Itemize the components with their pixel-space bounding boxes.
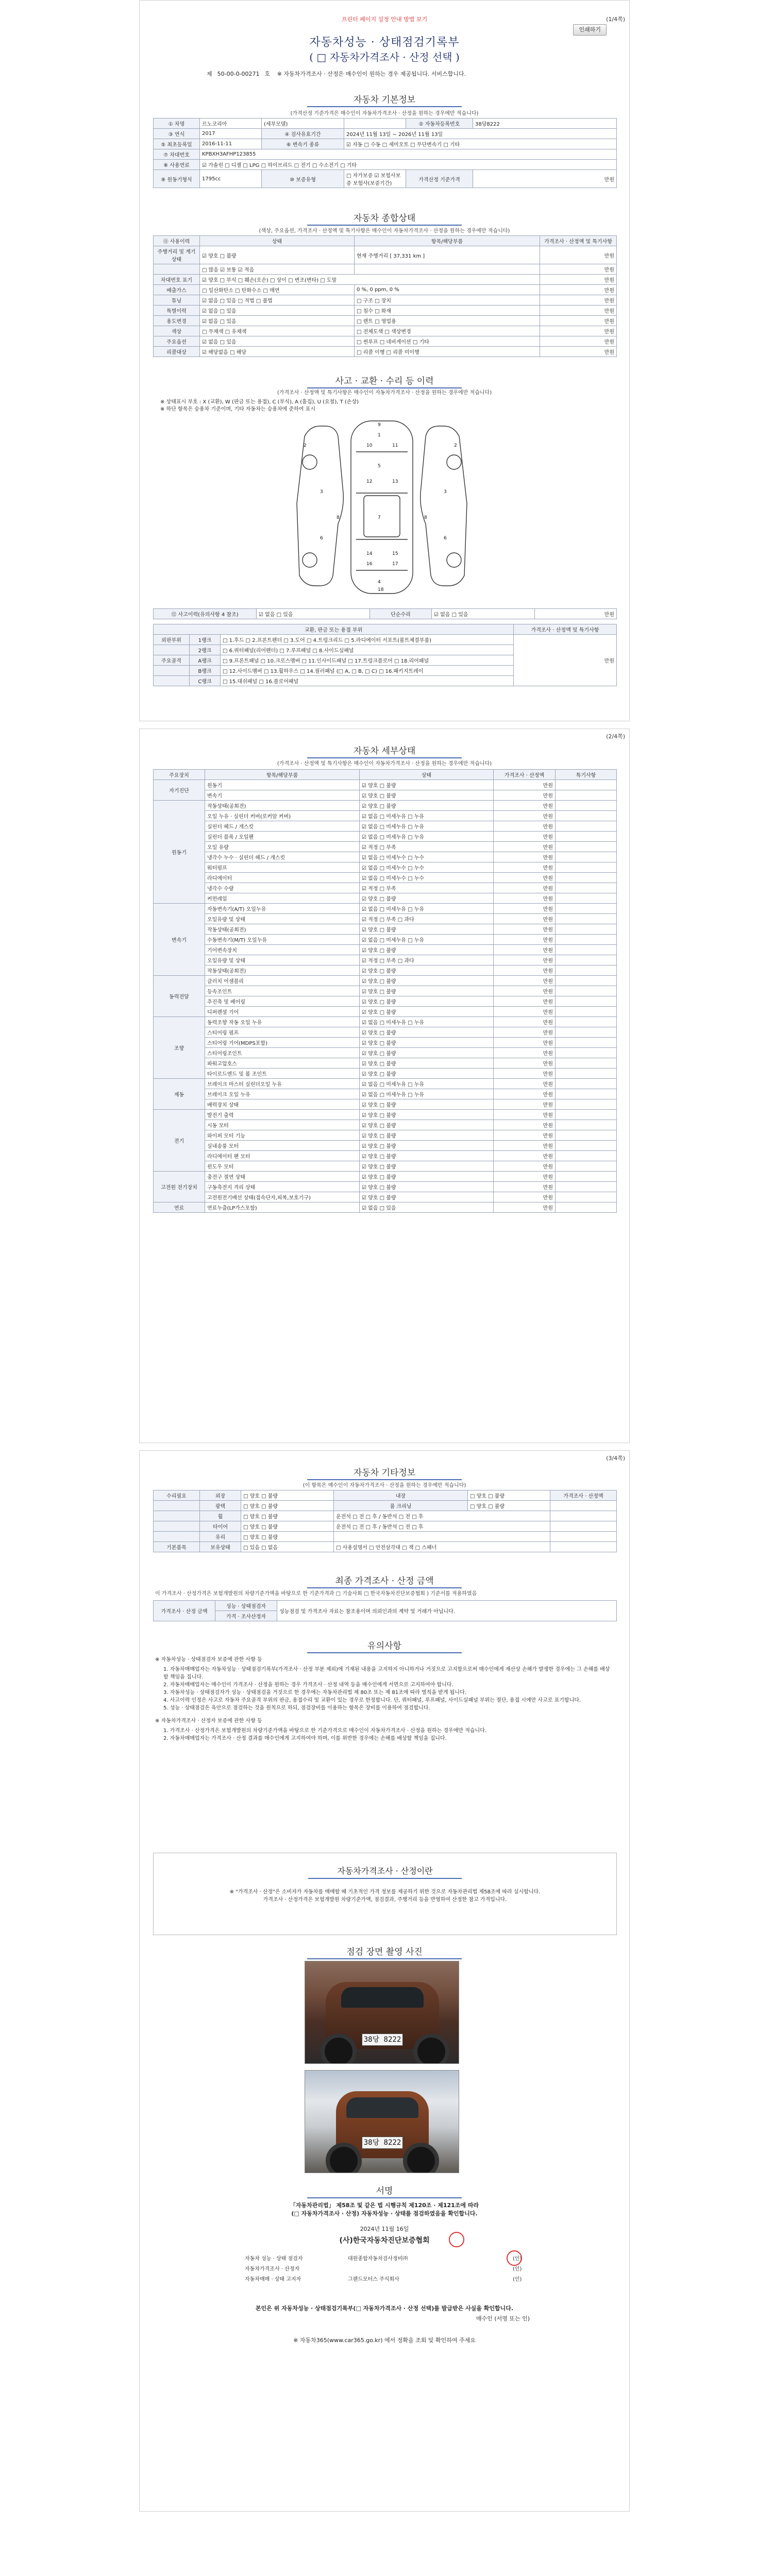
detail-note: [556, 893, 617, 904]
detail-price: 만원: [494, 1161, 556, 1172]
detail-price: 만원: [494, 790, 556, 801]
detail-item: 오일유량 및 상태: [205, 955, 360, 965]
detail-note: [556, 935, 617, 945]
detail-group-label: 전기: [154, 1110, 205, 1172]
detail-group-label: 제동: [154, 1079, 205, 1110]
etc-info-title: 자동차 기타정보: [307, 1465, 462, 1480]
svg-text:6: 6: [320, 536, 323, 541]
photos-title: 점검 장면 촬영 사진: [307, 1944, 462, 1959]
buyer-confirm-statement: 본인은 위 자동차성능 · 상태점검기록부(□ 자동차가격조사 · 산정 선택)를 발급받은 사실을 확인합니다.: [255, 2305, 514, 2312]
detail-note: [556, 1058, 617, 1069]
detail-row: [154, 873, 617, 883]
detail-status: ☑ 양호 □ 불량: [360, 1027, 494, 1038]
detail-item: 오일 유량: [205, 842, 360, 852]
detail-group-label: 조향: [154, 1017, 205, 1079]
detail-note: [556, 976, 617, 986]
detail-note: [556, 945, 617, 955]
association-name: (사)한국자동차진단보증협회: [339, 2236, 430, 2245]
detail-item: 작동상태(공회전): [205, 801, 360, 811]
detail-note: [556, 1130, 617, 1141]
detail-price: 만원: [494, 965, 556, 976]
document-title: 자동차성능 · 상태점검기록부: [309, 36, 460, 49]
detail-item: 워터펌프: [205, 862, 360, 873]
detail-row: [154, 1141, 617, 1151]
final-price-note: 이 가격조사 · 산정가격은 보험개발원의 차량기준가액을 바탕으로 한 기준가격과 □ 기술사회 □ 한국자동차진단보증협회 ) 기준서를 적용하였음: [155, 1591, 477, 1597]
detail-status-title: 자동차 세부상태: [307, 743, 462, 758]
detail-price: 만원: [494, 873, 556, 883]
detail-status: ☑ 양호 □ 불량: [360, 1151, 494, 1161]
detail-note: [556, 1202, 617, 1213]
detail-price: 만원: [494, 1038, 556, 1048]
detail-item: 타이로드엔드 및 볼 조인트: [205, 1069, 360, 1079]
detail-note: [556, 862, 617, 873]
etc-info-table: 수리필요 외장 □ 양호 □ 불량 내장 □ 양호 □ 불량 가격조사 · 산정액 광택 □ 양호 □ 불량 룸 크리닝 □ 양호 □ 불량 휠 □ 양호 □ 불량 운전석 □ 전 □ 후 / 동반석 □ 전 □ 후 타이어 □ 양호 □ 불량 운전석 □ 전 □ 후 / 동반석 □ 전 □ 후 유리 □ 양호 □ 불량 기본품목 보유상태 □ 있음 □ 없음 □ 사용설명서 □ 안전삼각대 □ 잭 □ 스패너: [153, 1490, 617, 1552]
detail-status: ☑ 적정 □ 부족: [360, 842, 494, 852]
accident-summary-table: ⑫ 사고이력(유의사항 4 참조) ☑ 없음 □ 있음 단순수리 ☑ 없음 □ 있음 만원: [153, 608, 617, 619]
detail-status: ☑ 양호 □ 불량: [360, 924, 494, 935]
caution-title: 유의사항: [307, 1638, 462, 1653]
svg-text:18: 18: [378, 587, 384, 592]
detail-row: [154, 1202, 617, 1213]
detail-item: 기어변속장치: [205, 945, 360, 955]
detail-status: ☑ 양호 □ 불량: [360, 1048, 494, 1058]
inspection-photo-rear: 38당 8222: [305, 2070, 459, 2173]
detail-group-label: 자기진단: [154, 780, 205, 801]
detail-item: 브레이크 오일 누유: [205, 1089, 360, 1099]
detail-item: 실내송풍 모터: [205, 1141, 360, 1151]
detail-price: 만원: [494, 1172, 556, 1182]
detail-status: ☑ 양호 □ 불량: [360, 790, 494, 801]
detail-status: ☑ 양호 □ 불량: [360, 1038, 494, 1048]
detail-price: 만원: [494, 1110, 556, 1120]
basic-info-table: ① 차명 르노코리아 (세부모델) ② 자동차등록번호 38당8222 ③ 연식 2017 ④ 검사유효기간 2024년 11월 13일 ~ 2026년 11월 13일 ⑤ 최초등록일 2016-11-11 ⑥ 변속기 종류 ☑ 자동 □ 수동 □ 세미오토 □ 무단변속기 □ 기타 ⑦ 차대번호 KPBXH3AFHP123855 ⑧ 사용연료 ☑ 가솔린 □ 디젤 □ LPG □ 하이브리드 □ 전기 □ 수소전기 □ 기타 ⑨ 원동기형식 1795cc ⑩ 보증유형 □ 자가보증 ☑ 보험사보증 보험사(보증기간) 가격산정 기준가격 만원: [153, 118, 617, 188]
detail-price: 만원: [494, 1151, 556, 1161]
accident-history-note: (가격조사 · 산정액 및 특기사항은 매수인이 자동차가격조사 · 산정을 원하는 경우에만 적습니다): [277, 390, 492, 396]
detail-row: [154, 1089, 617, 1099]
detail-price: 만원: [494, 1182, 556, 1192]
detail-row: [154, 1192, 617, 1202]
detail-row: [154, 1172, 617, 1182]
detail-row: [154, 842, 617, 852]
detail-status: ☑ 없음 □ 미세누수 □ 누수: [360, 873, 494, 883]
detail-row: [154, 821, 617, 832]
detail-status: ☑ 양호 □ 불량: [360, 1058, 494, 1069]
detail-row: [154, 904, 617, 914]
detail-price: 만원: [494, 883, 556, 893]
detail-note: [556, 1182, 617, 1192]
detail-item: 배력장치 상태: [205, 1099, 360, 1110]
detail-note: [556, 1110, 617, 1120]
detail-note: [556, 1079, 617, 1089]
detail-row: [154, 1038, 617, 1048]
detail-price: 만원: [494, 1079, 556, 1089]
detail-status: ☑ 양호 □ 불량: [360, 945, 494, 955]
detail-price: 만원: [494, 935, 556, 945]
print-button[interactable]: 인쇄하기: [573, 24, 607, 36]
detail-status-table: 주요장치 항목/해당부품 상태 가격조사 · 산정액 특기사항 자기진단 원동기 ☑ 양호 □ 불량 만원 변속기 ☑ 양호 □ 불량 만원 원동기 작동상태(공회전) ☑ 양호 □ 불량 만원 오일 누유 · 실린더 커버(로커암 커버) ☑ 없음 □ 미세누유 □ 누유 만원 실린더 헤드 / 개스킷 ☑ 없음 □ 미세누유 □ 누유 만원 실린더 블록 / 오일팬 ☑ 없음 □ 미세누유 □ 누유 만원 오일 유량 ☑ 적정 □ 부족 만원 냉각수 누수 · 실린더 헤드 / 개스킷 ☑ 없음 □ 미세누수 □ 누수 만원 워터펌프 ☑ 없음 □ 미세누수 □ 누수 만원 라디에이터 ☑ 없음 □ 미세누수 □ 누수 만원 냉각수 수량 ☑ 적정 □ 부족 만원 커먼레일 ☑ 양호 □ 불량 만원 변속기 자동변속기(A/T) 오일누유 ☑ 없음 □ 미세누유 □ 누유 만원 오일유량 및 상태 ☑ 적정 □ 부족 □ 과다 만원 작동상태(공회전) ☑ 양호 □ 불량 만원 수동변속기(M/T) 오일누유 ☑ 없음 □ 미세누유 □ 누유 만원 기어변속장치 ☑ 양호 □ 불량 만원 오일유량 및 상태 ☑ 적정 □ 부족 □ 과다 만원 작동상태(공회전) ☑ 양호 □ 불량 만원 동력전달 클러치 어셈블리 ☑ 양호 □ 불량 만원 등속조인트 ☑ 양호 □ 불량 만원 추진축 및 베어링 ☑ 양호 □ 불량 만원 디퍼렌셜 기어 ☑ 양호 □ 불량 만원 조향 동력조향 작동 오일 누유 ☑ 없음 □ 미세누유 □ 누유 만원 스티어링 펌프 ☑ 양호 □ 불량 만원 스티어링 기어(MDPS포함) ☑ 양호 □ 불량 만원 스티어링조인트 ☑ 양호 □ 불량 만원 파워고압호스 ☑ 양호 □ 불량 만원 타이로드엔드 및 볼 조인트 ☑ 양호 □ 불량 만원 제동 브레이크 마스터 실린더오일 누유 ☑ 없음 □ 미세누유 □ 누유 만원 브레이크 오일 누유 ☑ 없음 □ 미세누유 □ 누유 만원 배력장치 상태 ☑ 양호 □ 불량 만원 전기 발전기 출력 ☑ 양호 □ 불량 만원 시동 모터 ☑ 양호 □ 불량 만원 와이퍼 모터 기능 ☑ 양호 □ 불량 만원 실내송풍 모터 ☑ 양호 □ 불량 만원 라디에이터 팬 모터 ☑ 양호 □ 불량 만원 윈도우 모터 ☑ 양호 □ 불량 만원 고전원 전기장치 충전구 절연 상태 ☑ 양호 □ 불량 만원 구동축전지 격리 상태 ☑ 양호 □ 불량 만원 고전원전기배선 상태(접속단자,피복,보호기구) ☑ 양호 □ 불량 만원 연료 연료누출(LP가스포함) ☑ 없음 □ 있음 만원: [153, 769, 617, 1213]
detail-status: ☑ 없음 □ 미세누유 □ 누유: [360, 821, 494, 832]
detail-note: [556, 1192, 617, 1202]
detail-item: 추진축 및 베어링: [205, 996, 360, 1007]
detail-row: [154, 862, 617, 873]
svg-text:15: 15: [392, 551, 398, 556]
detail-status: ☑ 양호 □ 불량: [360, 1120, 494, 1130]
document-number-line: 제 50-00-0-00271 호 ※ 자동차가격조사 · 산정은 매수인이 원하는 경우 제공됩니다. 서비스합니다.: [207, 71, 466, 77]
detail-note: [556, 780, 617, 790]
detail-row: [154, 1007, 617, 1017]
buyer-signature-line: 매수인 (서명 또는 인): [476, 2315, 530, 2322]
detail-status: ☑ 적정 □ 부족: [360, 883, 494, 893]
signature-date: 2024년 11월 16일: [360, 2226, 409, 2232]
detail-note: [556, 924, 617, 935]
detail-price: 만원: [494, 1141, 556, 1151]
detail-row: [154, 976, 617, 986]
detail-status: ☑ 양호 □ 불량: [360, 1182, 494, 1192]
detail-price: 만원: [494, 1007, 556, 1017]
detail-note: [556, 883, 617, 893]
detail-item: 윈도우 모터: [205, 1161, 360, 1172]
svg-text:10: 10: [366, 443, 373, 448]
detail-item: 발전기 출력: [205, 1110, 360, 1120]
detail-item: 실린더 블록 / 오일팬: [205, 832, 360, 842]
detail-price: 만원: [494, 976, 556, 986]
detail-note: [556, 996, 617, 1007]
detail-price: 만원: [494, 1058, 556, 1069]
detail-status: ☑ 양호 □ 불량: [360, 893, 494, 904]
detail-row: [154, 1027, 617, 1038]
detail-status: ☑ 양호 □ 불량: [360, 1130, 494, 1141]
detail-item: 시동 모터: [205, 1120, 360, 1130]
detail-note: [556, 852, 617, 862]
detail-note: [556, 904, 617, 914]
detail-price: 만원: [494, 1048, 556, 1058]
signature-title: 서명: [307, 2183, 462, 2198]
svg-text:2: 2: [454, 443, 457, 448]
detail-item: 스티어링 펌프: [205, 1027, 360, 1038]
signer-table: 자동차 성능 · 상태 점검자 대원종합자동차검사정비㈜ (인) 자동차가격조사 · 산정자 (인) 자동차매매 · 상태 고지자 그랜드모터스 주식회사 (인): [245, 2256, 522, 2282]
detail-item: 작동상태(공회전): [205, 965, 360, 976]
panel-rank-table: 교환, 판금 또는 용접 부위 가격조사 · 산정액 및 특기사항 외판부위 1랭크 □ 1.후드 □ 2.프론트펜더 □ 3.도어 □ 4.트렁크리드 □ 5.라디에이터 서포트(볼트체결부품) 만원 2랭크 □ 6.쿼터패널(리어펜더) □ 7.루프패널 □ 8.사이드실패널 주요골격 A랭크 □ 9.프론트패널 □ 10.크로스멤버 □ 11.인사이드패널 □ 17.트렁크플로어 □ 18.리어패널 B랭크 □ 12.사이드멤버 □ 13.휠하우스 □ 14.필러패널 (□ A, □ B, □ C) □ 16.패키지트레이 C랭크 □ 15.대쉬패널 □ 16.플로어패널: [153, 624, 617, 686]
svg-text:6: 6: [444, 536, 447, 541]
detail-item: 충전구 절연 상태: [205, 1172, 360, 1182]
detail-row: [154, 935, 617, 945]
detail-price: 만원: [494, 1027, 556, 1038]
svg-text:3: 3: [444, 489, 447, 495]
detail-item: 동력조향 작동 오일 누유: [205, 1017, 360, 1027]
svg-text:1: 1: [378, 433, 381, 438]
detail-row: [154, 996, 617, 1007]
detail-item: 원동기: [205, 780, 360, 790]
detail-note: [556, 832, 617, 842]
detail-row: [154, 1099, 617, 1110]
detail-row: [154, 780, 617, 790]
detail-note: [556, 965, 617, 976]
detail-row: [154, 955, 617, 965]
detail-item: 오일 누유 · 실린더 커버(로커암 커버): [205, 811, 360, 821]
svg-text:8: 8: [337, 515, 340, 520]
detail-row: [154, 945, 617, 955]
status-legend-note: ※ 하단 항목은 승용차 기준이며, 기타 자동차는 승용차에 준하여 표시: [160, 406, 315, 412]
detail-price: 만원: [494, 893, 556, 904]
detail-note: [556, 1161, 617, 1172]
detail-status: ☑ 없음 □ 미세누유 □ 누유: [360, 904, 494, 914]
detail-status: ☑ 없음 □ 미세누수 □ 누수: [360, 852, 494, 862]
detail-price: 만원: [494, 862, 556, 873]
svg-text:7: 7: [378, 515, 381, 520]
detail-item: 구동축전지 격리 상태: [205, 1182, 360, 1192]
car-panel-diagram: [289, 416, 475, 601]
svg-text:8: 8: [424, 515, 427, 520]
detail-row: [154, 1058, 617, 1069]
record-page-1: [139, 0, 630, 721]
detail-item: 실린더 헤드 / 개스킷: [205, 821, 360, 832]
etc-info-note: (이 항목은 매수인이 자동차가격조사 · 산정을 원하는 경우에만 적습니다): [303, 1483, 466, 1488]
detail-item: 커먼레일: [205, 893, 360, 904]
general-status-table: ⑪ 사용이력 상태 항목/해당부품 가격조사 · 산정액 및 특기사항 주행거리 및 계기상태 ☑ 양호 □ 불량 현재 주행거리 [ 37,331 km ] 만원 □ 많음 ☑ 보통 ☑ 적음 만원 차대번호 표기 ☑ 양호 □ 부식 □ 훼손(오손) □ 상이 □ 변조(변타) □ 도말 만원 배출가스 □ 일산화탄소 □ 탄화수소 □ 매연 0 %, 0 ppm, 0 % 만원 튜닝 ☑ 없음 □ 있음 □ 적법 □ 불법 □ 구조 □ 장치 만원 특별이력 ☑ 없음 □ 있음 □ 침수 □ 화재 만원 용도변경 ☑ 없음 □ 있음 □ 렌트 □ 영업용 만원 색상 □ 무채색 □ 유채색 □ 전체도색 □ 색상변경 만원 주요옵션 ☑ 없음 □ 있음 □ 썬루프 □ 네비게이션 □ 기타 만원 리콜대상 ☑ 해당없음 □ 해당 □ 리콜 이행 □ 리콜 미이행 만원: [153, 235, 617, 357]
detail-status: ☑ 없음 □ 미세누수 □ 누수: [360, 862, 494, 873]
detail-group-label: 원동기: [154, 801, 205, 904]
detail-note: [556, 801, 617, 811]
detail-status: ☑ 없음 □ 미세누유 □ 누유: [360, 1079, 494, 1089]
detail-price: 만원: [494, 1069, 556, 1079]
inspector-seal-icon: [507, 2250, 522, 2266]
detail-item: 라디에이터: [205, 873, 360, 883]
detail-row: [154, 914, 617, 924]
basic-info-title: 자동차 기본정보: [307, 92, 462, 107]
svg-text:4: 4: [378, 580, 381, 585]
detail-price: 만원: [494, 1202, 556, 1213]
detail-status: ☑ 없음 □ 미세누유 □ 누유: [360, 935, 494, 945]
detail-item: 라디에이터 팬 모터: [205, 1151, 360, 1161]
svg-text:17: 17: [392, 562, 398, 567]
detail-note: [556, 1089, 617, 1099]
detail-item: 작동상태(공회전): [205, 924, 360, 935]
detail-status: ☑ 양호 □ 불량: [360, 1192, 494, 1202]
detail-row: [154, 883, 617, 893]
detail-row: [154, 1110, 617, 1120]
detail-status: ☑ 적정 □ 부족 □ 과다: [360, 955, 494, 965]
detail-row: [154, 1182, 617, 1192]
detail-item: 스티어링조인트: [205, 1048, 360, 1058]
detail-row: [154, 1130, 617, 1141]
detail-item: 등속조인트: [205, 986, 360, 996]
detail-item: 와이퍼 모터 기능: [205, 1130, 360, 1141]
detail-row: [154, 790, 617, 801]
page-number: (2/4쪽): [606, 733, 625, 740]
record-page-2: [139, 728, 630, 1443]
detail-item: 수동변속기(M/T) 오일누유: [205, 935, 360, 945]
detail-status: ☑ 없음 □ 미세누유 □ 누유: [360, 832, 494, 842]
svg-text:11: 11: [392, 443, 398, 448]
record-page-3: [139, 1450, 630, 2512]
detail-status: ☑ 양호 □ 불량: [360, 1069, 494, 1079]
detail-status: ☑ 양호 □ 불량: [360, 1172, 494, 1182]
detail-row: [154, 965, 617, 976]
detail-note: [556, 1069, 617, 1079]
detail-price: 만원: [494, 904, 556, 914]
final-price-table: 가격조사 · 산정 금액 성능 · 상태점검자 성능점검 및 가격조사 자료는 참조용이며 의뢰인과의 계약 및 거래가 아닙니다. 가격 · 조사산정자: [153, 1600, 617, 1621]
general-status-note: (색상, 주요옵션, 가격조사 · 산정액 및 특기사항은 매수인이 자동차가격조사 · 산정을 원하는 경우에만 적습니다): [259, 228, 510, 234]
detail-item: 브레이크 마스터 실린더오일 누유: [205, 1079, 360, 1089]
detail-note: [556, 1141, 617, 1151]
detail-item: 냉각수 수량: [205, 883, 360, 893]
caution-body: ※ 자동차성능 · 상태점검자 보증에 관한 사항 등 1. 자동차매매업자는 자동차성능 · 상태점검기록부(가격조사 · 산정 부분 제외)에 기재된 내용을 고지하지 아니하거나 거짓으로 고지함으로써 매수인에게 재산상 손해가 발생한 경우에는 그 손해를 배상할 책임을 집니다. 2. 자동차매매업자는 매수인이 가격조사 · 산정을 원하는 경우 가격조사 · 산정 내역 등을 매수인에게 서면으로 고지하여야 합니다. 3. 자동차성능 · 상태점검자가 성능 · 상태점검을 거짓으로 한 경우에는 자동차관리법 제 80조 또는 제 81조에 따라 벌칙을 받게 됩니다. 4. 사고이력 인정은 사고로 자동차 주요골격 부위의 판금, 용접수리 및 교환이 있는 경우로 한정합니다. 단, 쿼터패널, 루프패널, 사이드실패널 부위는 절단, 용접 시에만 사고로 표기합니다. 5. 성능 · 상태점검은 육안으로 점검하는 것을 원칙으로 하되, 점검장비를 이용하는 항목은 장비를 이용하여 점검합니다. ※ 자동차가격조사 · 산정자 보증에 관한 사항 등 1. 가격조사 · 산정가격은 보험개발원의 차량기준가액을 바탕으로 한 기준가격으로 매수인이 자동차가격조사 · 산정을 원하는 경우에만 적습니다. 2. 자동차매매업자는 가격조사 · 산정 결과를 매수인에게 고지하여야 하며, 이를 위반한 경우에는 손해를 배상할 책임을 집니다.: [155, 1657, 610, 1741]
print-setup-notice[interactable]: 프린터 페이지 설정 안내 방법 보기: [341, 16, 428, 23]
detail-item: 변속기: [205, 790, 360, 801]
svg-text:3: 3: [320, 489, 323, 495]
detail-item: 디퍼렌셜 기어: [205, 1007, 360, 1017]
detail-price: 만원: [494, 986, 556, 996]
detail-note: [556, 1099, 617, 1110]
detail-price: 만원: [494, 780, 556, 790]
detail-status: ☑ 양호 □ 불량: [360, 1141, 494, 1151]
detail-price: 만원: [494, 842, 556, 852]
detail-price: 만원: [494, 924, 556, 935]
document-subtitle: ( □ 자동차가격조사 · 산정 선택 ): [309, 51, 460, 63]
detail-status: ☑ 없음 □ 미세누유 □ 누유: [360, 1017, 494, 1027]
detail-item: 연료누출(LP가스포함): [205, 1202, 360, 1213]
detail-status: ☑ 없음 □ 있음: [360, 1202, 494, 1213]
detail-row: [154, 832, 617, 842]
general-status-title: 자동차 종합상태: [307, 211, 462, 226]
detail-note: [556, 821, 617, 832]
detail-note: [556, 790, 617, 801]
detail-row: [154, 924, 617, 935]
svg-text:14: 14: [366, 551, 373, 556]
detail-price: 만원: [494, 801, 556, 811]
detail-status: ☑ 없음 □ 미세누유 □ 누유: [360, 1089, 494, 1099]
detail-row: [154, 1017, 617, 1027]
detail-note: [556, 873, 617, 883]
detail-note: [556, 1007, 617, 1017]
detail-row: [154, 1151, 617, 1161]
detail-status: ☑ 양호 □ 불량: [360, 1110, 494, 1120]
detail-note: [556, 1017, 617, 1027]
detail-note: [556, 986, 617, 996]
detail-group-label: 연료: [154, 1202, 205, 1213]
svg-text:16: 16: [366, 562, 373, 567]
detail-note: [556, 1038, 617, 1048]
detail-note: [556, 811, 617, 821]
detail-status: ☑ 양호 □ 불량: [360, 986, 494, 996]
final-price-title: 최종 가격조사 · 산정 금액: [307, 1573, 462, 1588]
detail-note: [556, 1048, 617, 1058]
detail-status: ☑ 적정 □ 부족 □ 과다: [360, 914, 494, 924]
detail-row: [154, 801, 617, 811]
svg-text:2: 2: [304, 443, 307, 448]
detail-row: [154, 893, 617, 904]
svg-text:9: 9: [378, 422, 381, 428]
detail-status: ☑ 양호 □ 불량: [360, 976, 494, 986]
detail-price: 만원: [494, 821, 556, 832]
detail-note: [556, 842, 617, 852]
price-guide-box: 자동차가격조사 · 산정이란 ※ "가격조사 · 산정"은 소비자가 자동차를 매매할 때 기초적인 가격 정보를 제공하기 위한 것으로 자동차관리법 제58조에 따라 실시합니다. 가격조사 · 산정가격은 보험개발원 차량기준가액, 점검결과, 주행거리 등을 반영하여 산정한 참고 가격입니다.: [153, 1853, 617, 1935]
detail-price: 만원: [494, 1089, 556, 1099]
detail-note: [556, 914, 617, 924]
detail-price: 만원: [494, 852, 556, 862]
detail-note: [556, 955, 617, 965]
detail-price: 만원: [494, 945, 556, 955]
detail-price: 만원: [494, 955, 556, 965]
association-seal-icon: [449, 2232, 464, 2247]
detail-status: ☑ 양호 □ 불량: [360, 965, 494, 976]
detail-item: 냉각수 누수 · 실린더 헤드 / 개스킷: [205, 852, 360, 862]
page-number: (1/4쪽): [606, 16, 625, 23]
detail-row: [154, 986, 617, 996]
detail-status: ☑ 양호 □ 불량: [360, 1007, 494, 1017]
detail-note: [556, 1120, 617, 1130]
detail-note: [556, 1151, 617, 1161]
detail-status: ☑ 양호 □ 불량: [360, 780, 494, 790]
detail-price: 만원: [494, 1130, 556, 1141]
detail-status: ☑ 양호 □ 불량: [360, 996, 494, 1007]
detail-note: [556, 1027, 617, 1038]
detail-row: [154, 1069, 617, 1079]
detail-item: 파워고압호스: [205, 1058, 360, 1069]
detail-status: ☑ 양호 □ 불량: [360, 1161, 494, 1172]
detail-item: 고전원전기배선 상태(접속단자,피복,보호기구): [205, 1192, 360, 1202]
detail-price: 만원: [494, 996, 556, 1007]
svg-text:12: 12: [366, 479, 373, 484]
detail-item: 클러치 어셈블리: [205, 976, 360, 986]
signature-statement-2: (□ 자동차가격조사 · 산정) 자동차성능 · 상태를 점검하였음을 확인합니다.: [291, 2210, 478, 2217]
car365-notice: ※ 자동차365(www.car365.go.kr) 에서 정확을 조회 및 확인하여 주세요: [293, 2337, 476, 2344]
detail-price: 만원: [494, 1120, 556, 1130]
detail-status: ☑ 양호 □ 불량: [360, 1099, 494, 1110]
page-number: (3/4쪽): [606, 1455, 625, 1462]
detail-row: [154, 1079, 617, 1089]
detail-status: ☑ 없음 □ 미세누유 □ 누유: [360, 811, 494, 821]
detail-row: [154, 1161, 617, 1172]
status-legend: ※ 상태표시 부호 : X (교환), W (판금 또는 용접), C (부식), A (흠집), U (요철), T (손상): [160, 399, 359, 405]
svg-text:13: 13: [392, 479, 398, 484]
detail-item: 자동변속기(A/T) 오일누유: [205, 904, 360, 914]
detail-group-label: 고전원 전기장치: [154, 1172, 205, 1202]
detail-price: 만원: [494, 914, 556, 924]
detail-price: 만원: [494, 1192, 556, 1202]
basic-info-note: (가격산정 기준가격은 매수인이 자동차가격조사 · 산정을 원하는 경우에만 적습니다): [290, 111, 479, 116]
detail-item: 오일유량 및 상태: [205, 914, 360, 924]
detail-group-label: 동력전달: [154, 976, 205, 1017]
detail-price: 만원: [494, 1017, 556, 1027]
detail-row: [154, 811, 617, 821]
detail-note: [556, 1172, 617, 1182]
detail-row: [154, 1120, 617, 1130]
detail-price: 만원: [494, 1099, 556, 1110]
detail-status: ☑ 양호 □ 불량: [360, 801, 494, 811]
detail-price: 만원: [494, 832, 556, 842]
detail-item: 스티어링 기어(MDPS포함): [205, 1038, 360, 1048]
detail-price: 만원: [494, 811, 556, 821]
signature-statement-1: 「자동차관리법」 제58조 및 같은 법 시행규칙 제120조 · 제121조에 따라: [290, 2202, 479, 2209]
detail-group-label: 변속기: [154, 904, 205, 976]
svg-text:5: 5: [378, 464, 381, 469]
accident-history-title: 사고 · 교환 · 수리 등 이력: [307, 374, 462, 388]
detail-row: [154, 1048, 617, 1058]
detail-status-note: (가격조사 · 산정액 및 특기사항은 매수인이 자동차가격조사 · 산정을 원하는 경우에만 적습니다): [277, 761, 492, 767]
detail-row: [154, 852, 617, 862]
inspection-photo-front: 38당 8222: [305, 1961, 459, 2064]
